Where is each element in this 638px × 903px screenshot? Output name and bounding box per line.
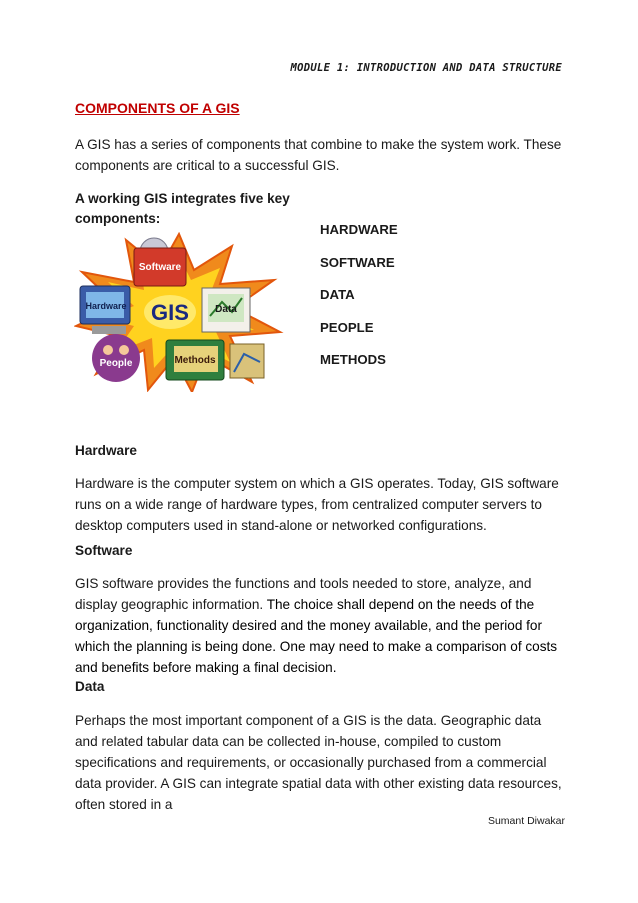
author-footer: Sumant Diwakar	[487, 815, 565, 827]
components-lead: A working GIS integrates five key components:	[75, 191, 290, 226]
software-text-b: The choice shall depend on the needs of the organization, functionality desired and the money available, and the period for which the planning is being done. One may need to make a comparison of costs and benefits before making a final decision.	[75, 597, 558, 675]
data-paragraph: Perhaps the most important component of a GIS is the data. Geographic data and related tabular data can be collected in-house, compiled to custom specifications and requirements, or occasionally purchased from a commercial data provider. A GIS can integrate spatial data with other existing data resources, often stored in a	[75, 713, 562, 812]
component-hardware: HARDWARE	[320, 222, 398, 237]
methods-label: Methods	[174, 355, 216, 366]
hardware-paragraph: Hardware is the computer system on which a GIS operates. Today, GIS software runs on a wide range of hardware types, from centralized computer servers to desktop computers used in stand-alone or networked configurations.	[75, 476, 559, 533]
hardware-label: Hardware	[85, 301, 127, 311]
software-paragraph	[75, 573, 565, 678]
component-data: DATA	[320, 287, 355, 303]
gis-center-label: GIS	[151, 300, 189, 325]
software-text-a: GIS software provides the functions and tools needed to store, analyze, and display geographic information.	[75, 576, 532, 612]
component-people: PEOPLE	[320, 319, 374, 335]
section-title: COMPONENTS OF A GIS	[75, 100, 240, 116]
software-label: Software	[138, 262, 182, 273]
component-list	[320, 222, 398, 385]
data-label: Data	[215, 304, 237, 315]
component-software: SOFTWARE	[320, 254, 395, 270]
module-header: MODULE 1: INTRODUCTION AND DATA STRUCTURE	[290, 62, 562, 74]
gis-components-graphic	[74, 232, 284, 392]
hardware-heading: Hardware	[75, 443, 137, 458]
data-heading: Data	[75, 679, 105, 694]
people-label: People	[99, 358, 133, 369]
intro-paragraph: A GIS has a series of components that combine to make the system work. These components are critical to a successful GIS.	[75, 137, 562, 173]
component-methods: METHODS	[320, 352, 386, 368]
software-heading: Software	[75, 543, 133, 558]
